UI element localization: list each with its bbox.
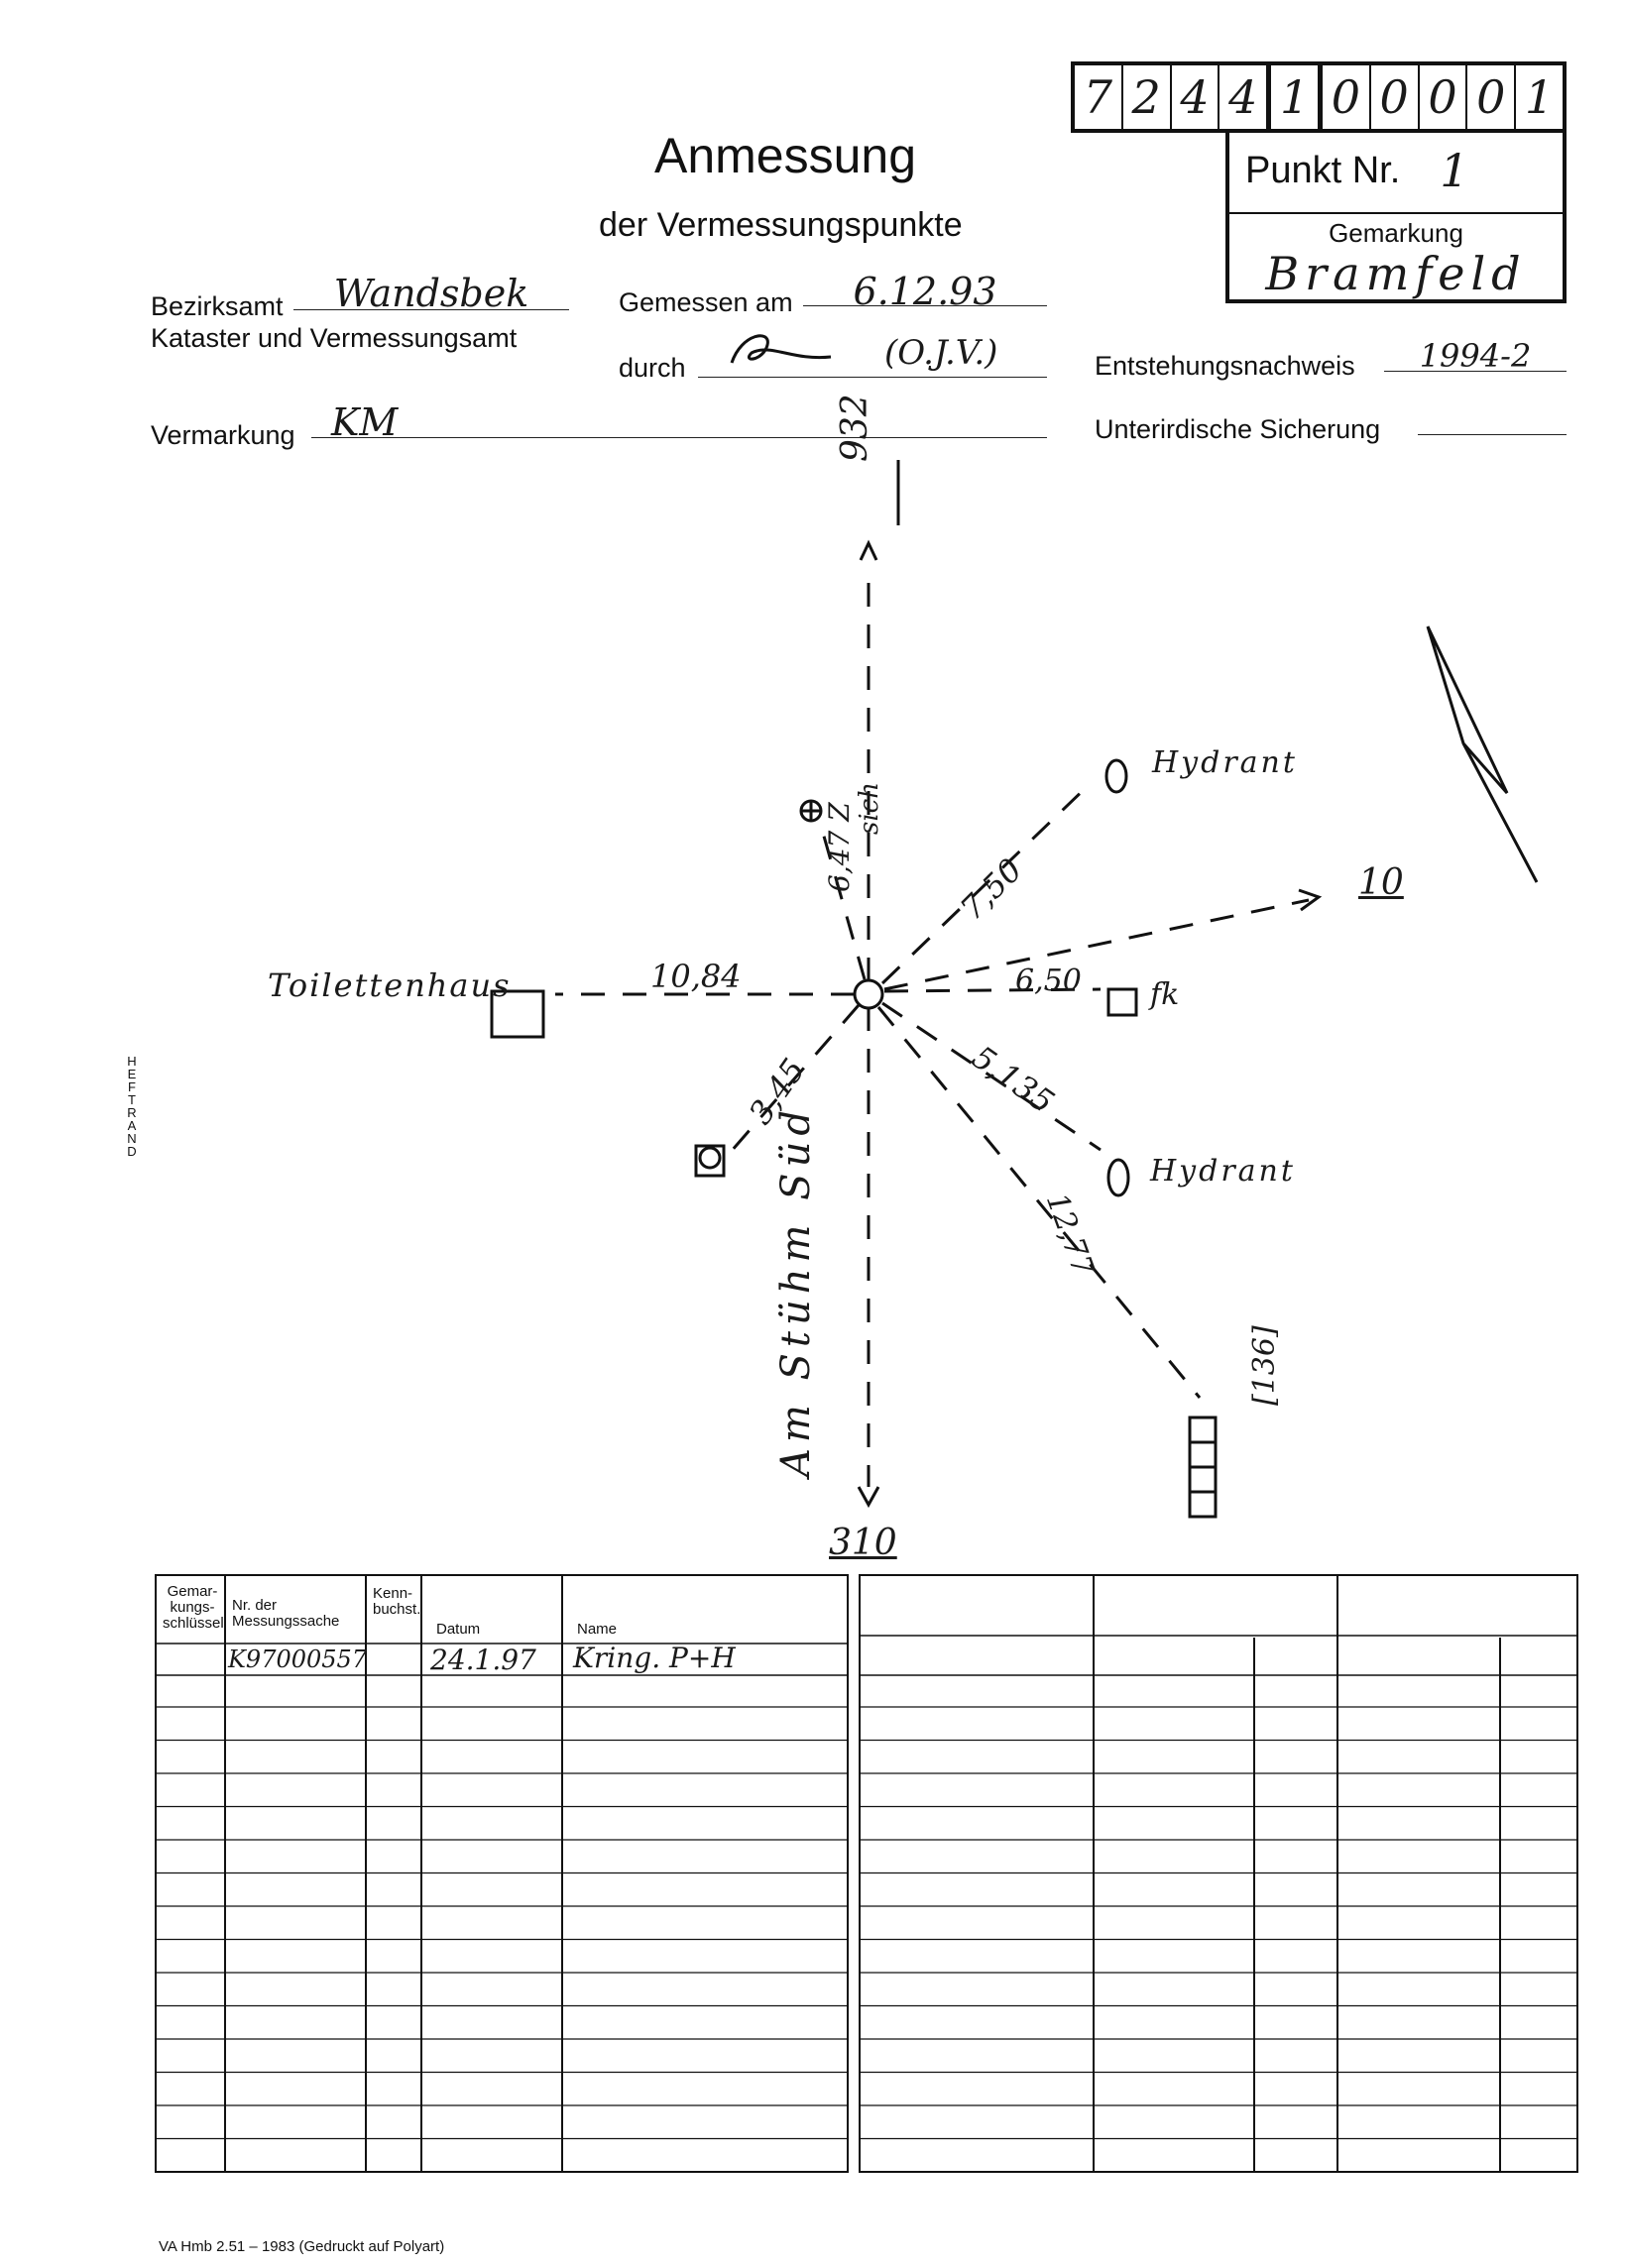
digit: 0 <box>1420 65 1468 129</box>
page-subtitle: der Vermessungspunkte <box>599 206 963 244</box>
bezirksamt-label: Bezirksamt <box>151 291 284 321</box>
durch-label: durch <box>619 353 686 383</box>
kataster-label: Kataster und Vermessungsamt <box>151 323 518 353</box>
punkt-value: 1 <box>1440 144 1469 197</box>
n-distance: 6,47 Z <box>823 802 856 892</box>
toilet-distance: 10,84 <box>650 958 742 995</box>
gemarkung-label: Gemarkung <box>1329 218 1463 248</box>
header-nr: Nr. der Messungssache <box>232 1597 340 1630</box>
row1-nr: K97000557 <box>228 1645 368 1673</box>
box-label: [136] <box>1247 1325 1282 1406</box>
east-label: 10 <box>1358 862 1404 903</box>
se-distance: 12,77 <box>1038 1189 1102 1281</box>
hydrant-ne-distance: 7,50 <box>952 850 1030 928</box>
n-extra: sich <box>855 782 884 835</box>
digit: 4 <box>1220 65 1271 129</box>
gemarkung-value: Bramfeld <box>1265 247 1527 300</box>
heftrand-label: HEFTRAND <box>127 1054 137 1159</box>
hydrant-se-label: Hydrant <box>1150 1154 1296 1189</box>
sicherung-label: Unterirdische Sicherung <box>1095 414 1381 444</box>
vermarkung-label: Vermarkung <box>151 420 295 450</box>
sw-distance: 3,45 <box>741 1051 813 1132</box>
digit: 0 <box>1467 65 1516 129</box>
punkt-label: Punkt Nr. <box>1245 149 1401 191</box>
header-kenn: Kenn- buchst. <box>373 1585 421 1618</box>
entstehung-value: 1994-2 <box>1384 337 1567 372</box>
toilet-label: Toilettenhaus <box>268 966 512 1004</box>
digit: 2 <box>1123 65 1172 129</box>
entstehung-label: Entstehungsnachweis <box>1095 351 1355 381</box>
digit: 7 <box>1075 65 1123 129</box>
digit: 0 <box>1323 65 1371 129</box>
digit: 0 <box>1371 65 1420 129</box>
fk-distance: 6,50 <box>1015 964 1082 998</box>
fk-label: fk <box>1150 977 1180 1012</box>
header-datum: Datum <box>436 1621 481 1638</box>
digit: 1 <box>1524 70 1555 124</box>
digit: 4 <box>1172 65 1220 129</box>
north-label: 932 <box>835 394 875 462</box>
row1-datum: 24.1.97 <box>430 1644 536 1676</box>
header-gemarkung: Gemar- kungs- schlüssel <box>163 1583 224 1632</box>
footer-note: VA Hmb 2.51 – 1983 (Gedruckt auf Polyart) <box>159 2238 445 2255</box>
hydrant-se-distance: 5,135 <box>965 1038 1062 1121</box>
south-label: 310 <box>829 1523 897 1563</box>
header-name: Name <box>577 1621 618 1638</box>
bezirksamt-value: Wandsbek <box>293 272 569 310</box>
digit: 1 <box>1271 65 1323 129</box>
street-name: Am Stühm Süd <box>773 1104 819 1477</box>
row1-name: Kring. P+H <box>573 1642 736 1674</box>
page-title: Anmessung <box>654 128 917 183</box>
gemessen-label: Gemessen am <box>619 287 793 317</box>
vermarkung-value: KM <box>311 400 1047 438</box>
hydrant-ne-label: Hydrant <box>1152 745 1298 780</box>
durch-value: (O.J.V.) <box>884 333 998 373</box>
gemessen-value: 6.12.93 <box>803 270 1047 306</box>
